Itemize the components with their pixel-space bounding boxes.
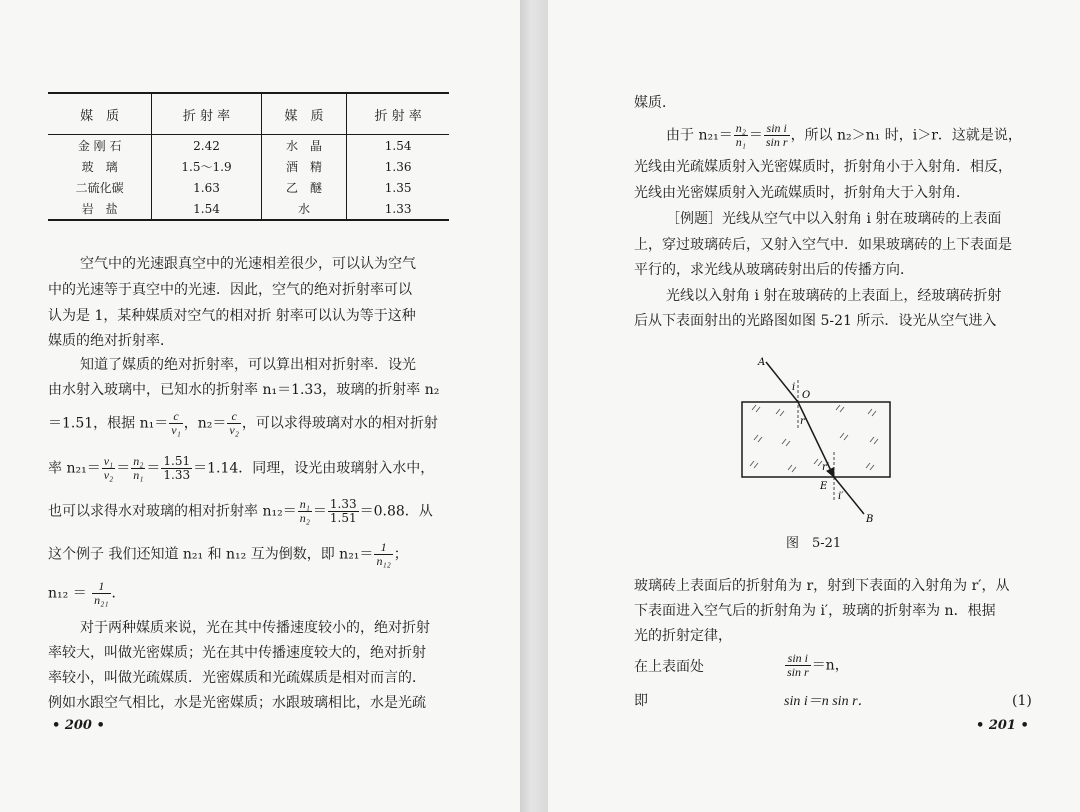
label-e: E	[820, 481, 828, 492]
formula-line	[48, 410, 438, 437]
equation-label: 在上表面处	[634, 659, 704, 675]
fraction-denominator: n₁	[735, 135, 746, 149]
formula-text: 率 n₂₁＝	[48, 460, 101, 477]
fraction	[227, 410, 241, 437]
text-line: 下表面进入空气后的折射角为 i′，玻璃的折射率为 n．根据	[634, 603, 996, 619]
text-line: 率较大，叫做光密媒质；光在其中传播速度较大的，绝对折射	[48, 645, 426, 661]
fraction-denominator: v₁	[171, 423, 181, 437]
table-header: 媒 质	[48, 93, 152, 135]
fraction	[102, 455, 116, 482]
fraction-denominator: n₂	[299, 511, 310, 525]
equation-number: (1)	[1012, 693, 1032, 709]
fraction-denominator: 1.33	[163, 468, 191, 482]
text-line: 例如水跟空气相比，水是光密媒质；水跟玻璃相比，水是光疏	[48, 695, 426, 711]
fraction-denominator: n₁	[133, 468, 144, 482]
formula-text: ＝	[146, 460, 161, 477]
text-line: 中的光速等于真空中的光速．因此，空气的绝对折射率可以	[48, 282, 412, 298]
fraction-denominator: sin r	[787, 665, 809, 679]
formula-text: ＝1.51，根据 n₁＝	[48, 415, 169, 432]
formula-line	[48, 498, 433, 525]
table-row	[48, 198, 449, 220]
table-cell: 玻 璃	[81, 160, 118, 174]
label-a: A	[758, 357, 766, 368]
fraction	[374, 541, 392, 568]
fraction-numerator: sin i	[785, 652, 811, 666]
text-line: 后从下表面射出的光路图如图 5-21 所示．设光从空气进入	[634, 313, 997, 329]
text-line: 上，穿过玻璃砖后，又射入空气中．如果玻璃砖的上下表面是	[634, 237, 1012, 253]
fraction-denominator: sin r	[765, 135, 788, 149]
fraction	[734, 122, 748, 149]
formula-text: 这个例子 我们还知道 n₂₁ 和 n₁₂ 互为倒数，即 n₂₁＝	[48, 546, 374, 563]
text-line: 媒质．	[634, 95, 676, 111]
formula-text: ，所以 n₂＞n₁ 时，i＞r．这就是说，	[790, 127, 1022, 144]
fraction	[328, 498, 359, 525]
fraction	[764, 122, 790, 149]
text-line: 由水射入玻璃中，已知水的折射率 n₁＝1.33，玻璃的折射率 n₂	[48, 382, 440, 398]
fraction-numerator: c	[227, 410, 241, 424]
label-angle-r-prime: r′	[822, 462, 830, 473]
equation: sin i＝n sin r．	[784, 694, 872, 709]
formula-text: 由于 n₂₁＝	[666, 127, 733, 144]
table-cell: 水	[261, 198, 347, 220]
text-line: 玻璃砖上表面后的折射角为 r，射到下表面的入射角为 r′，从	[634, 578, 1010, 594]
fraction	[92, 580, 110, 607]
formula-line	[666, 122, 1022, 149]
text-line: 率较小，叫做光疏媒质．光密媒质和光疏媒质是相对而言的．	[48, 670, 426, 686]
fraction-numerator: n₂	[133, 454, 144, 468]
table-cell: 1.33	[347, 198, 449, 220]
table-cell: 乙 醚	[261, 177, 347, 198]
figure-caption: 图 5-21	[786, 536, 842, 551]
fraction-denominator: v₂	[103, 468, 114, 482]
text-line: 光的折射定律，	[634, 628, 732, 644]
table-cell: 二硫化碳	[75, 181, 124, 195]
fraction-denominator: v₂	[229, 423, 239, 437]
formula-text: ＝	[116, 460, 131, 477]
text-line: ［例题］光线从空气中以入射角 i 射在玻璃砖的上表面	[666, 211, 1002, 227]
table-cell: 1.35	[347, 177, 449, 198]
formula-line	[48, 455, 434, 482]
fraction-numerator: 1.33	[329, 497, 357, 511]
table-cell: 金 刚 石	[77, 139, 122, 153]
table-cell: 水 晶	[261, 135, 347, 157]
formula-text: ＝n，	[811, 657, 849, 674]
table-row	[48, 135, 449, 157]
text-line: 知道了媒质的绝对折射率，可以算出相对折射率．设光	[80, 357, 416, 373]
page-number: • 201 •	[976, 718, 1029, 733]
fraction	[785, 652, 811, 679]
fraction	[131, 455, 145, 482]
formula-text: 也可以求得水对玻璃的相对折射率 n₁₂＝	[48, 503, 297, 520]
formula-text: n₁₂ ＝	[48, 585, 92, 602]
text-line: 平行的，求光线从玻璃砖射出后的传播方向．	[634, 262, 914, 278]
table-cell: 1.54	[347, 135, 449, 157]
refractive-index-table	[48, 92, 449, 221]
fraction-numerator: 1	[374, 541, 392, 555]
fraction-numerator: sin i	[764, 122, 790, 136]
text-line: 空气中的光速跟真空中的光速相差很少，可以认为空气	[80, 256, 416, 272]
formula-text: ．	[111, 585, 126, 602]
label-angle-i-prime: i′	[838, 491, 844, 502]
label-angle-i: i	[792, 382, 796, 393]
text-line: 光线由光密媒质射入光疏媒质时，折射角大于入射角．	[634, 185, 970, 201]
fraction-numerator: 1.51	[163, 454, 191, 468]
table-cell: 1.5～1.9	[152, 156, 261, 177]
table-header: 折 射 率	[152, 93, 261, 135]
formula-line	[48, 580, 126, 607]
table-cell: 2.42	[152, 135, 261, 157]
fraction	[161, 455, 192, 482]
fraction-numerator: v₁	[103, 454, 114, 468]
formula-text: ＝1.14．同理，设光由玻璃射入水中，	[193, 460, 435, 477]
book-gutter	[520, 0, 548, 812]
formula-text: ＝	[748, 127, 763, 144]
label-b: B	[866, 514, 874, 524]
table-cell: 岩 盐	[81, 202, 118, 216]
table-header: 媒 质	[261, 93, 347, 135]
table-header: 折 射 率	[347, 93, 449, 135]
fraction-denominator: n₁₂	[376, 554, 391, 568]
formula-text: ＝0.88．从	[359, 503, 433, 520]
fraction	[169, 410, 183, 437]
fraction-denominator: n₂₁	[94, 593, 109, 607]
fraction-numerator: n₂	[735, 121, 746, 135]
table-row	[48, 156, 449, 177]
equation	[784, 652, 849, 679]
table-row	[48, 177, 449, 198]
table-header-row	[48, 93, 449, 135]
label-angle-r: r	[800, 416, 805, 427]
table-cell: 1.36	[347, 156, 449, 177]
label-o: O	[802, 390, 811, 401]
fraction-numerator: c	[169, 410, 183, 424]
formula-text: ，可以求得玻璃对水的相对折射	[241, 415, 438, 432]
text-line: 对于两种媒质来说，光在其中传播速度较小的，绝对折射	[80, 620, 430, 636]
table-cell: 酒 精	[261, 156, 347, 177]
fraction	[298, 498, 312, 525]
table-cell: 1.54	[152, 198, 261, 220]
formula-text: ＝	[312, 503, 327, 520]
right-page	[548, 0, 1080, 812]
fraction-numerator: n₁	[299, 497, 310, 511]
formula-text: ，n₂＝	[183, 415, 227, 432]
equation-label: 即	[634, 693, 648, 709]
light-ray	[766, 362, 864, 514]
text-line: 媒质的绝对折射率．	[48, 333, 174, 349]
text-line: 认为是 1，某种媒质对空气的相对折 射率可以认为等于这种	[48, 308, 416, 324]
refraction-diagram	[736, 352, 906, 524]
text-line: 光线以入射角 i 射在玻璃砖的上表面上，经玻璃砖折射	[666, 288, 1002, 304]
left-page	[0, 0, 520, 812]
formula-text: ；	[393, 546, 408, 563]
text-line: 光线由光疏媒质射入光密媒质时，折射角小于入射角．相反，	[634, 159, 1012, 175]
fraction-denominator: 1.51	[329, 511, 357, 525]
page-number: • 200 •	[52, 718, 105, 733]
table-cell: 1.63	[152, 177, 261, 198]
fraction-numerator: 1	[92, 580, 110, 594]
formula-line	[48, 541, 408, 568]
